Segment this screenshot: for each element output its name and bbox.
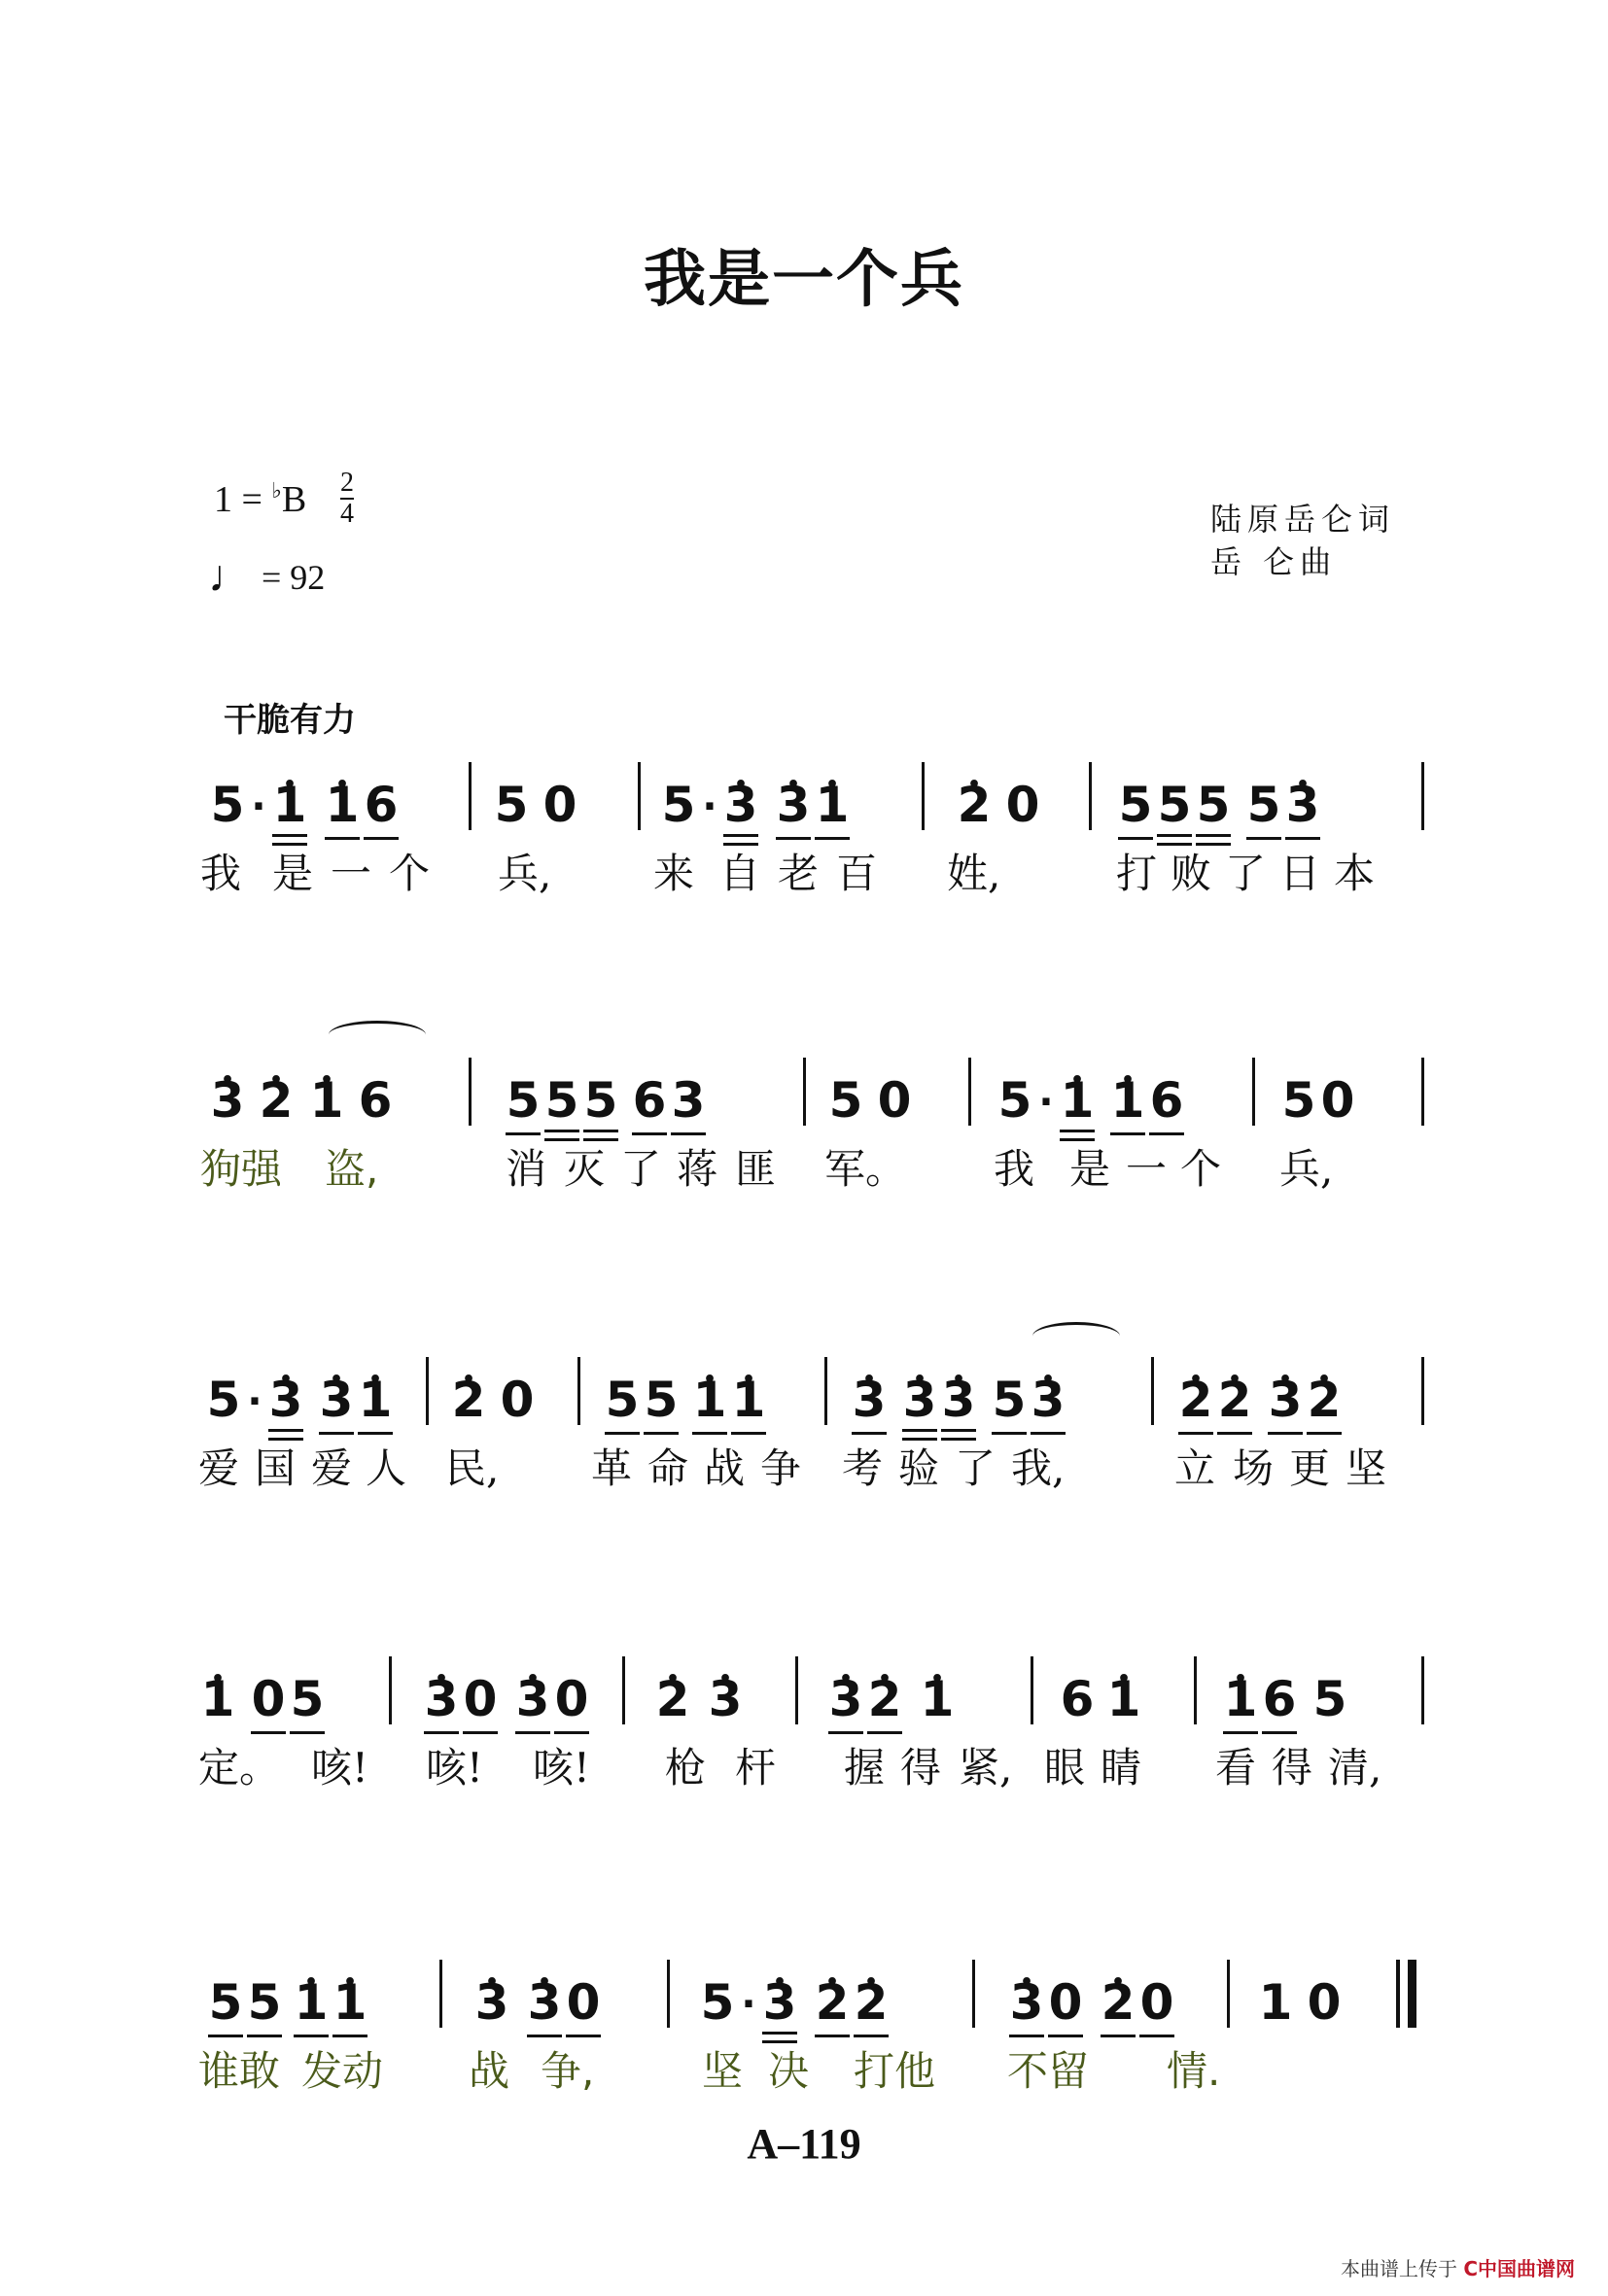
- measure: [198, 1641, 327, 1728]
- lyric: 坚: [1346, 1444, 1387, 1492]
- barline: [439, 1960, 442, 2028]
- barline: [803, 1058, 806, 1126]
- note: • 3: [850, 1371, 889, 1429]
- note: 5: [1194, 776, 1233, 834]
- barline: [577, 1357, 580, 1425]
- measure: [206, 1944, 369, 2032]
- note: • 2: [1215, 1371, 1254, 1429]
- note: • 1: [1221, 1670, 1260, 1728]
- note: • 1: [1058, 1071, 1097, 1130]
- lyric: 打: [1116, 850, 1158, 897]
- measure: [208, 747, 401, 834]
- measure: [955, 747, 1042, 834]
- barline: [1421, 1357, 1424, 1425]
- note: • 1: [690, 1371, 729, 1429]
- barline: [1031, 1656, 1033, 1724]
- lyric: 国: [255, 1444, 297, 1492]
- lyric: 姓,: [947, 850, 1001, 897]
- key-prefix: 1 =: [214, 479, 272, 520]
- barline: [968, 1058, 971, 1126]
- note: • 3: [900, 1371, 939, 1429]
- composer-credit: 岳 仑曲: [1210, 543, 1338, 580]
- lyric: 场: [1233, 1444, 1275, 1492]
- note: 5: [1155, 776, 1194, 834]
- barline: [972, 1960, 975, 2028]
- note: • 3: [1283, 776, 1322, 834]
- note: • 1: [356, 1371, 395, 1429]
- note: • 1: [270, 776, 309, 834]
- note: 6: [1260, 1670, 1299, 1728]
- measure: [653, 1641, 745, 1728]
- note: • 1: [198, 1670, 237, 1728]
- lyric: 发动: [301, 2047, 384, 2095]
- key-signature: [214, 478, 306, 521]
- lyric: 决: [768, 2047, 810, 2095]
- lyric: 个: [1180, 1145, 1222, 1193]
- lyric: 打他: [854, 2047, 936, 2095]
- barline: [638, 762, 641, 830]
- time-signature-bottom: 4: [340, 499, 354, 529]
- note: • 3: [706, 1670, 745, 1728]
- lyric: 咳!: [426, 1744, 483, 1792]
- note: • 2: [955, 776, 994, 834]
- note: 5: [288, 1670, 327, 1728]
- note: 5: [1244, 776, 1283, 834]
- note: • 1: [729, 1371, 768, 1429]
- measure: [698, 1944, 891, 2032]
- note: 5: [828, 1072, 863, 1129]
- note: 5: [581, 1071, 620, 1130]
- measure: [826, 1641, 957, 1728]
- measure: [449, 1341, 537, 1429]
- note: 5: [494, 777, 529, 833]
- lyric: 验: [898, 1444, 940, 1492]
- lyric: 眼: [1044, 1744, 1086, 1792]
- tempo-value: = 92: [253, 558, 326, 597]
- song-title: 我是一个兵: [644, 244, 964, 316]
- expression-marking: 干脆有力: [224, 701, 356, 740]
- lyric: 握: [844, 1744, 886, 1792]
- measure: [1256, 1944, 1344, 2032]
- lyric: 爱: [198, 1444, 240, 1492]
- note: 5: [1116, 776, 1155, 834]
- lyric: 得: [1272, 1744, 1313, 1792]
- note: • 3: [525, 1973, 564, 2032]
- note: • 1: [918, 1670, 957, 1728]
- tempo-marking: [208, 550, 325, 602]
- lyric: 了: [620, 1145, 662, 1193]
- note: 5: [206, 1372, 241, 1428]
- note: • 3: [1029, 1371, 1067, 1429]
- lyric: 了: [1225, 850, 1267, 897]
- dot: ·: [251, 784, 266, 829]
- lyricist-credit: 陆原岳仑词: [1210, 501, 1396, 538]
- note: 5: [661, 777, 696, 833]
- note: 5: [504, 1071, 542, 1130]
- lyric: 不留: [1007, 2047, 1090, 2095]
- measure: [1058, 1641, 1143, 1728]
- site-logo-icon: C: [1463, 2257, 1478, 2280]
- lyric: 革: [591, 1444, 633, 1492]
- measure: [1176, 1341, 1344, 1429]
- note: 5: [603, 1371, 642, 1429]
- measure: [472, 1944, 603, 2032]
- measure: [492, 747, 579, 834]
- dot: ·: [1038, 1080, 1054, 1125]
- lyric: 匪: [735, 1145, 777, 1193]
- lyric: 咳!: [533, 1744, 590, 1792]
- lyrics-line: [194, 2039, 1439, 2107]
- dot: ·: [702, 784, 717, 829]
- note: 0: [1320, 1072, 1355, 1129]
- barline: [795, 1656, 798, 1724]
- barline: [667, 1960, 670, 2028]
- measure: [659, 747, 852, 834]
- lyric: 了: [955, 1444, 996, 1492]
- lyric: 得: [900, 1744, 942, 1792]
- note: • 2: [1305, 1371, 1344, 1429]
- note: • 2: [653, 1670, 692, 1728]
- barline: [1089, 762, 1092, 830]
- barline: [622, 1656, 625, 1724]
- note: • 3: [422, 1670, 461, 1728]
- lyric: 消: [506, 1145, 547, 1193]
- dot: ·: [741, 1982, 756, 2027]
- note: 0: [249, 1670, 288, 1728]
- note: 5: [542, 1071, 581, 1130]
- lyric: 自: [719, 850, 761, 897]
- page-number: A–119: [747, 2120, 861, 2168]
- measure: [1221, 1641, 1349, 1728]
- lyric: 杆: [735, 1744, 777, 1792]
- measure: [422, 1641, 591, 1728]
- note: 5: [990, 1371, 1029, 1429]
- note: 6: [1147, 1071, 1186, 1130]
- watermark-text: 本曲谱上传于: [1340, 2257, 1457, 2280]
- site-watermark: [1341, 2253, 1575, 2281]
- lyric: 命: [647, 1444, 689, 1492]
- quarter-note-icon: ♩: [208, 551, 253, 601]
- lyric: 兵,: [498, 850, 552, 897]
- note: 0: [1046, 1973, 1085, 2032]
- lyric: 战: [704, 1444, 746, 1492]
- note: 0: [542, 777, 577, 833]
- note: 1: [1258, 1974, 1293, 2031]
- barline: [426, 1357, 429, 1425]
- lyric: 日: [1279, 850, 1321, 897]
- lyric: 我,: [1011, 1444, 1066, 1492]
- note: 3: [669, 1071, 708, 1130]
- note: 0: [564, 1973, 603, 2032]
- lyric: 立: [1174, 1444, 1216, 1492]
- note: • 3: [760, 1973, 799, 2032]
- note: 5: [997, 1072, 1032, 1129]
- lyric: 人: [366, 1444, 407, 1492]
- measure: [208, 1042, 395, 1130]
- note: 5: [206, 1973, 245, 2032]
- barline: [1421, 762, 1424, 830]
- note: 5: [1281, 1072, 1316, 1129]
- lyric: 本: [1334, 850, 1376, 897]
- note: 0: [1307, 1974, 1342, 2031]
- note: • 2: [1099, 1973, 1137, 2032]
- slur: [329, 1021, 426, 1049]
- note: • 2: [852, 1973, 891, 2032]
- lyric: 个: [389, 850, 431, 897]
- flat-sign: ♭: [271, 478, 282, 503]
- measure: [1116, 747, 1322, 834]
- note: • 3: [513, 1670, 552, 1728]
- note: • 3: [317, 1371, 356, 1429]
- note: 5: [245, 1973, 284, 2032]
- note: 5: [1312, 1671, 1347, 1727]
- lyric: 争: [760, 1444, 802, 1492]
- site-brand: 中国曲谱网: [1478, 2257, 1575, 2280]
- note: • 2: [1176, 1371, 1215, 1429]
- lyric: 是: [1069, 1145, 1111, 1193]
- lyric: 我: [200, 850, 242, 897]
- lyric: 蒋: [677, 1145, 718, 1193]
- note: • 3: [826, 1670, 865, 1728]
- lyric: 看: [1215, 1744, 1257, 1792]
- barline: [1227, 1960, 1230, 2028]
- lyric: 老: [778, 850, 820, 897]
- note: • 1: [323, 776, 362, 834]
- lyric: 紧,: [959, 1744, 1013, 1792]
- note: 0: [1137, 1973, 1176, 2032]
- lyric: 清,: [1328, 1744, 1382, 1792]
- final-barline: [1408, 1960, 1416, 2028]
- time-signature-top: 2: [340, 468, 354, 498]
- barline: [922, 762, 925, 830]
- lyric: 更: [1289, 1444, 1331, 1492]
- note: • 3: [208, 1071, 247, 1130]
- lyrics-line: [194, 1437, 1439, 1505]
- lyric: 来: [653, 850, 695, 897]
- note: 0: [552, 1670, 591, 1728]
- lyric: 军。: [824, 1145, 907, 1193]
- note: • 3: [721, 776, 760, 834]
- measure: [996, 1042, 1186, 1130]
- lyric: 枪: [665, 1744, 707, 1792]
- lyric: 败: [1171, 850, 1212, 897]
- note: 0: [877, 1072, 912, 1129]
- lyric: 咳!: [311, 1744, 368, 1792]
- slur: [1032, 1322, 1120, 1350]
- note: 0: [1005, 777, 1040, 833]
- lyric: 战: [469, 2047, 510, 2095]
- lyric: 爱: [311, 1444, 353, 1492]
- lyric: 考: [842, 1444, 884, 1492]
- barline: [1252, 1058, 1255, 1126]
- lyric: 盗,: [325, 1145, 379, 1193]
- note: • 1: [331, 1973, 369, 2032]
- note: • 2: [865, 1670, 904, 1728]
- barline: [389, 1656, 392, 1724]
- dot: ·: [247, 1379, 262, 1424]
- note: 0: [500, 1372, 535, 1428]
- note: • 3: [472, 1973, 511, 2032]
- lyric: 情.: [1167, 2047, 1221, 2095]
- lyric: 睛: [1101, 1744, 1142, 1792]
- note: • 3: [774, 776, 813, 834]
- barline: [1421, 1656, 1424, 1724]
- measure: [603, 1341, 768, 1429]
- note: 5: [700, 1974, 735, 2031]
- lyric: 民,: [445, 1444, 500, 1492]
- measure: [204, 1341, 395, 1429]
- note: • 3: [1266, 1371, 1305, 1429]
- key-letter: B: [281, 479, 307, 520]
- barline: [1151, 1357, 1154, 1425]
- lyric: 一: [1126, 1145, 1168, 1193]
- note: 5: [210, 777, 245, 833]
- measure: [1279, 1042, 1357, 1130]
- note: 0: [461, 1670, 500, 1728]
- credits: [1210, 498, 1395, 583]
- note: 6: [630, 1071, 669, 1130]
- barline: [1421, 1058, 1424, 1126]
- lyric: 我: [994, 1145, 1035, 1193]
- note: 6: [1060, 1671, 1095, 1727]
- note: 5: [642, 1371, 681, 1429]
- lyric: 是: [272, 850, 314, 897]
- note: • 1: [1104, 1670, 1143, 1728]
- lyric: 百: [836, 850, 878, 897]
- note: • 2: [257, 1071, 296, 1130]
- barline: [469, 1058, 472, 1126]
- lyrics-line: [194, 842, 1439, 910]
- measure: [1007, 1944, 1176, 2032]
- note: • 3: [1007, 1973, 1046, 2032]
- lyrics-line: [194, 1137, 1439, 1205]
- lyrics-line: [194, 1736, 1439, 1804]
- lyric: 定。: [198, 1744, 281, 1792]
- lyric: 争,: [541, 2047, 595, 2095]
- barline: [1396, 1960, 1400, 2028]
- barline: [824, 1357, 827, 1425]
- note: • 3: [266, 1371, 305, 1429]
- lyric: 坚: [702, 2047, 744, 2095]
- note: • 2: [449, 1371, 488, 1429]
- note: • 1: [813, 776, 852, 834]
- lyric: 狗强: [200, 1145, 283, 1193]
- barline: [1194, 1656, 1197, 1724]
- note: 6: [362, 776, 401, 834]
- note: • 1: [1108, 1071, 1147, 1130]
- note: 6: [358, 1072, 393, 1129]
- note: • 1: [307, 1071, 346, 1130]
- barline: [469, 762, 472, 830]
- lyric: 一: [331, 850, 372, 897]
- note: • 3: [939, 1371, 978, 1429]
- measure: [850, 1341, 1067, 1429]
- lyric: 谁敢: [198, 2047, 281, 2095]
- lyric: 灭: [564, 1145, 606, 1193]
- lyric: 兵,: [1279, 1145, 1334, 1193]
- measure: [504, 1042, 708, 1130]
- measure: [826, 1042, 914, 1130]
- time-signature: [340, 470, 354, 527]
- note: • 1: [292, 1973, 331, 2032]
- note: • 2: [813, 1973, 852, 2032]
